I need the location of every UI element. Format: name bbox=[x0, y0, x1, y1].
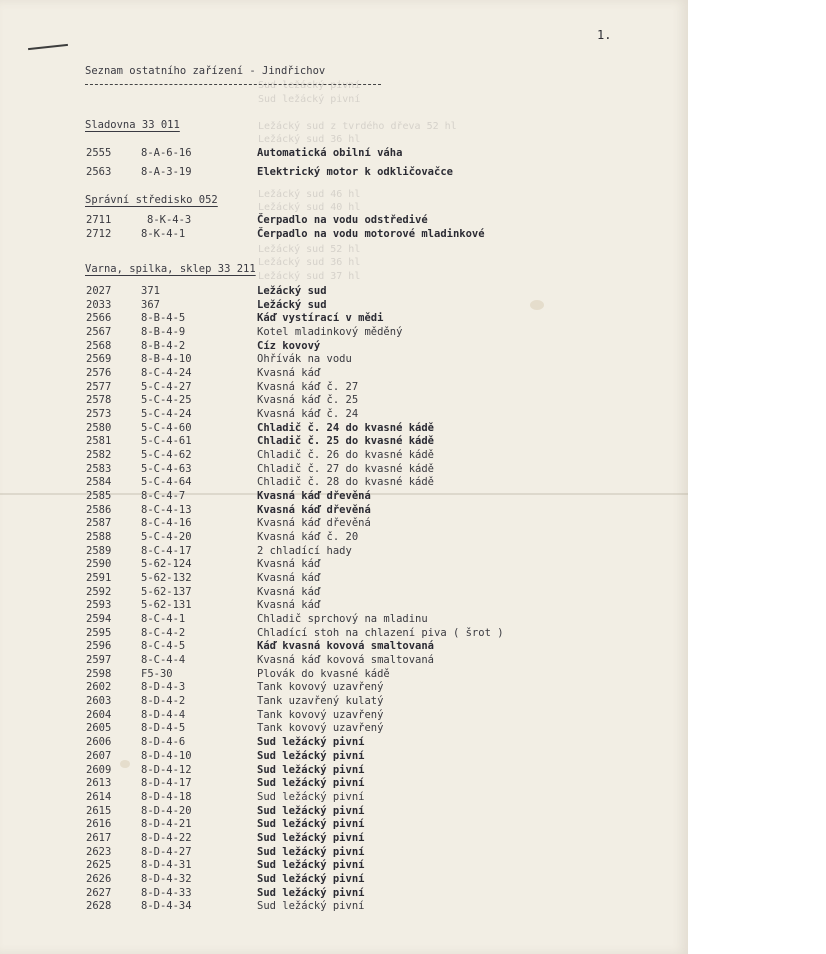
bleed-through-text: Ležácký sud 46 hl bbox=[258, 189, 361, 200]
inventory-number: 2027 bbox=[86, 285, 112, 297]
table-row bbox=[0, 681, 688, 694]
equipment-description: Kvasná káď dřevěná bbox=[257, 517, 371, 530]
equipment-description: Sud ležácký pivní bbox=[257, 831, 365, 844]
page-number: 1. bbox=[597, 28, 612, 42]
equipment-code: 8-D-4-17 bbox=[141, 777, 192, 790]
table-row bbox=[0, 545, 688, 558]
equipment-code: 8-C-4-17 bbox=[141, 544, 192, 557]
equipment-code: 5-C-4-27 bbox=[141, 380, 192, 393]
section-heading-spravni-stredisko: Správní středisko 052 bbox=[85, 194, 218, 206]
equipment-description: 2 chladící hady bbox=[257, 544, 352, 557]
table-row bbox=[0, 504, 688, 517]
equipment-code: 8-C-4-24 bbox=[141, 367, 192, 379]
inventory-number: 2628 bbox=[86, 900, 112, 913]
equipment-description: Cíz kovový bbox=[257, 339, 321, 352]
inventory-number: 2603 bbox=[86, 695, 112, 708]
equipment-description: Ležácký sud bbox=[257, 298, 327, 311]
equipment-code: 8-D-4-32 bbox=[141, 872, 192, 885]
equipment-code: 8-D-4-27 bbox=[141, 845, 192, 858]
table-row bbox=[0, 285, 688, 298]
inventory-number: 2625 bbox=[86, 859, 112, 872]
equipment-code: 8-D-4-20 bbox=[141, 804, 192, 817]
table-row bbox=[0, 476, 688, 489]
section-heading-sladovna: Sladovna 33 011 bbox=[85, 119, 180, 131]
inventory-number: 2604 bbox=[86, 708, 112, 721]
table-row bbox=[0, 846, 688, 859]
table-row bbox=[0, 422, 688, 435]
equipment-description: Ležácký sud bbox=[257, 285, 327, 297]
equipment-description: Sud ležácký pivní bbox=[257, 804, 365, 817]
table-row bbox=[0, 435, 688, 448]
equipment-code: 8-C-4-4 bbox=[141, 654, 186, 667]
equipment-code: 8-C-4-13 bbox=[141, 503, 192, 516]
inventory-number: 2602 bbox=[86, 681, 112, 694]
inventory-number: 2033 bbox=[86, 298, 112, 311]
equipment-description: Kvasná káď bbox=[257, 599, 321, 612]
inventory-number: 2595 bbox=[86, 626, 112, 639]
document-title: Seznam ostatního zařízení - Jindřichov bbox=[85, 65, 326, 77]
inventory-number: 2587 bbox=[86, 517, 112, 530]
equipment-code: 5-C-4-25 bbox=[141, 394, 192, 407]
equipment-code: 5-C-4-63 bbox=[141, 462, 192, 475]
equipment-code: 8-B-4-2 bbox=[141, 339, 186, 352]
table-row bbox=[0, 818, 688, 831]
table-row bbox=[0, 764, 688, 777]
equipment-code: 8-D-4-2 bbox=[141, 695, 186, 708]
equipment-description: Sud ležácký pivní bbox=[257, 886, 365, 899]
inventory-number: 2596 bbox=[86, 640, 112, 653]
equipment-code: 8-C-4-5 bbox=[141, 640, 186, 653]
inventory-number: 2606 bbox=[86, 736, 112, 749]
table-row bbox=[0, 722, 688, 735]
table-row bbox=[0, 166, 688, 179]
inventory-number: 2609 bbox=[86, 763, 112, 776]
equipment-code: 5-62-132 bbox=[141, 572, 192, 585]
equipment-code: 8-D-4-22 bbox=[141, 831, 192, 844]
table-row bbox=[0, 326, 688, 339]
table-row bbox=[0, 449, 688, 462]
equipment-description: Sud ležácký pivní bbox=[257, 872, 365, 885]
equipment-description: Kotel mladinkový měděný bbox=[257, 326, 403, 338]
equipment-code: 5-62-124 bbox=[141, 558, 192, 571]
equipment-description: Plovák do kvasné kádě bbox=[257, 667, 390, 680]
inventory-number: 2569 bbox=[86, 353, 112, 366]
equipment-description: Chladič sprchový na mladinu bbox=[257, 613, 428, 626]
inventory-number: 2555 bbox=[86, 147, 112, 159]
equipment-description: Tank kovový uzavřený bbox=[257, 708, 384, 721]
table-row bbox=[0, 463, 688, 476]
equipment-description: Elektrický motor k odkličovačce bbox=[257, 166, 453, 178]
table-row bbox=[0, 572, 688, 585]
equipment-code: 8-D-4-18 bbox=[141, 790, 192, 803]
equipment-description: Sud ležácký pivní bbox=[257, 736, 365, 749]
inventory-number: 2627 bbox=[86, 886, 112, 899]
equipment-description: Kvasná káď č. 24 bbox=[257, 408, 359, 420]
table-row bbox=[0, 531, 688, 544]
equipment-description: Sud ležácký pivní bbox=[257, 900, 365, 913]
table-row bbox=[0, 367, 688, 380]
inventory-number: 2626 bbox=[86, 872, 112, 885]
section-heading-varna-spilka-sklep: Varna, spilka, sklep 33 211 bbox=[85, 263, 256, 275]
equipment-description: Káď kvasná kovová smaltovaná bbox=[257, 640, 435, 653]
table-row bbox=[0, 299, 688, 312]
inventory-number: 2597 bbox=[86, 654, 112, 667]
inventory-number: 2573 bbox=[86, 408, 112, 420]
table-row bbox=[0, 859, 688, 872]
table-row bbox=[0, 490, 688, 503]
table-row bbox=[0, 558, 688, 571]
inventory-number: 2614 bbox=[86, 790, 112, 803]
table-row bbox=[0, 873, 688, 886]
bleed-through-text: Ležácký sud 36 hl bbox=[258, 134, 361, 145]
equipment-description: Automatická obilní váha bbox=[257, 147, 403, 159]
table-row bbox=[0, 228, 688, 241]
equipment-code: 5-C-4-20 bbox=[141, 531, 192, 544]
equipment-description: Tank uzavřený kulatý bbox=[257, 695, 384, 708]
equipment-description: Kvasná káď č. 25 bbox=[257, 394, 359, 407]
inventory-number: 2568 bbox=[86, 339, 112, 352]
inventory-number: 2617 bbox=[86, 831, 112, 844]
table-row bbox=[0, 147, 688, 160]
bleed-through-text: Ležácký sud z tvrdého dřeva 52 hl bbox=[258, 121, 457, 132]
equipment-description: Tank kovový uzavřený bbox=[257, 681, 384, 694]
equipment-code: 8-D-4-34 bbox=[141, 900, 192, 913]
equipment-code: 5-C-4-60 bbox=[141, 421, 192, 434]
equipment-description: Chladič č. 24 do kvasné kádě bbox=[257, 421, 435, 434]
equipment-code: 8-D-4-21 bbox=[141, 818, 192, 831]
inventory-number: 2623 bbox=[86, 845, 112, 858]
table-row bbox=[0, 887, 688, 900]
equipment-description: Chladící stoh na chlazení piva ( šrot ) bbox=[257, 626, 504, 639]
equipment-code: 8-K-4-1 bbox=[141, 228, 186, 240]
equipment-code: 8-K-4-3 bbox=[147, 214, 192, 226]
table-row bbox=[0, 613, 688, 626]
inventory-number: 2598 bbox=[86, 667, 112, 680]
equipment-description: Kvasná káď bbox=[257, 367, 321, 379]
inventory-number: 2567 bbox=[86, 326, 112, 338]
equipment-description: Chladič č. 27 do kvasné kádě bbox=[257, 462, 435, 475]
equipment-code: 8-C-4-2 bbox=[141, 626, 186, 639]
equipment-code: 8-D-4-31 bbox=[141, 859, 192, 872]
table-row bbox=[0, 805, 688, 818]
table-row bbox=[0, 586, 688, 599]
table-row bbox=[0, 654, 688, 667]
inventory-number: 2591 bbox=[86, 572, 112, 585]
equipment-code: 8-B-4-9 bbox=[141, 326, 186, 338]
equipment-code: 5-62-131 bbox=[141, 599, 192, 612]
inventory-number: 2593 bbox=[86, 599, 112, 612]
equipment-description: Kvasná káď bbox=[257, 558, 321, 571]
inventory-number: 2590 bbox=[86, 558, 112, 571]
inventory-number: 2563 bbox=[86, 166, 112, 178]
table-row bbox=[0, 599, 688, 612]
table-row bbox=[0, 312, 688, 325]
equipment-description: Kvasná káď kovová smaltovaná bbox=[257, 654, 435, 667]
inventory-number: 2613 bbox=[86, 777, 112, 790]
pen-dash-mark bbox=[28, 44, 68, 50]
inventory-number: 2582 bbox=[86, 449, 112, 461]
equipment-code: 8-D-4-5 bbox=[141, 722, 186, 735]
equipment-code: 8-D-4-4 bbox=[141, 708, 186, 721]
table-row bbox=[0, 353, 688, 366]
inventory-number: 2605 bbox=[86, 722, 112, 735]
table-row bbox=[0, 408, 688, 421]
inventory-number: 2712 bbox=[86, 228, 112, 240]
bleed-through-text: Sud ležácký pivní bbox=[258, 80, 361, 91]
bleed-through-text: Ležácký sud 52 hl bbox=[258, 244, 361, 255]
table-row bbox=[0, 695, 688, 708]
equipment-description: Chladič č. 28 do kvasné kádě bbox=[257, 476, 435, 489]
inventory-number: 2615 bbox=[86, 804, 112, 817]
table-row bbox=[0, 640, 688, 653]
equipment-description: Káď vystírací v mědi bbox=[257, 312, 384, 325]
equipment-code: 8-B-4-5 bbox=[141, 312, 186, 325]
equipment-description: Chladič č. 26 do kvasné kádě bbox=[257, 449, 435, 461]
inventory-number: 2577 bbox=[86, 380, 112, 393]
equipment-code: 371 bbox=[141, 285, 160, 297]
inventory-number: 2616 bbox=[86, 818, 112, 831]
inventory-number: 2583 bbox=[86, 462, 112, 475]
inventory-number: 2576 bbox=[86, 367, 112, 379]
equipment-code: 8-A-3-19 bbox=[141, 166, 192, 178]
inventory-number: 2585 bbox=[86, 490, 112, 503]
equipment-code: 8-C-4-1 bbox=[141, 613, 186, 626]
equipment-description: Chladič č. 25 do kvasné kádě bbox=[257, 435, 435, 448]
table-row bbox=[0, 750, 688, 763]
inventory-number: 2589 bbox=[86, 544, 112, 557]
equipment-description: Čerpadlo na vodu motorové mladinkové bbox=[257, 228, 485, 240]
equipment-code: 8-D-4-12 bbox=[141, 763, 192, 776]
table-row bbox=[0, 214, 688, 227]
table-row bbox=[0, 381, 688, 394]
inventory-number: 2594 bbox=[86, 613, 112, 626]
inventory-number: 2588 bbox=[86, 531, 112, 544]
inventory-number: 2580 bbox=[86, 421, 112, 434]
equipment-description: Sud ležácký pivní bbox=[257, 859, 365, 872]
bleed-through-text: Ležácký sud 36 hl bbox=[258, 257, 361, 268]
equipment-code: F5-30 bbox=[141, 667, 173, 680]
bleed-through-text: Ležácký sud 37 hl bbox=[258, 271, 361, 282]
equipment-description: Ohřívák na vodu bbox=[257, 353, 352, 366]
equipment-code: 5-62-137 bbox=[141, 585, 192, 598]
inventory-number: 2566 bbox=[86, 312, 112, 325]
equipment-code: 8-D-4-3 bbox=[141, 681, 186, 694]
table-row bbox=[0, 900, 688, 913]
equipment-code: 8-C-4-16 bbox=[141, 517, 192, 530]
equipment-code: 5-C-4-61 bbox=[141, 435, 192, 448]
equipment-code: 8-A-6-16 bbox=[141, 147, 192, 159]
equipment-description: Sud ležácký pivní bbox=[257, 763, 365, 776]
inventory-number: 2586 bbox=[86, 503, 112, 516]
equipment-description: Sud ležácký pivní bbox=[257, 777, 365, 790]
equipment-code: 5-C-4-64 bbox=[141, 476, 192, 489]
equipment-description: Kvasná káď č. 27 bbox=[257, 380, 359, 393]
bleed-through-text: Sud ležácký pivní bbox=[258, 94, 361, 105]
equipment-code: 367 bbox=[141, 298, 160, 311]
equipment-description: Sud ležácký pivní bbox=[257, 790, 365, 803]
equipment-description: Kvasná káď č. 20 bbox=[257, 531, 359, 544]
bleed-through-text: Ležácký sud 40 hl bbox=[258, 202, 361, 213]
inventory-number: 2592 bbox=[86, 585, 112, 598]
table-row bbox=[0, 668, 688, 681]
table-row bbox=[0, 340, 688, 353]
table-row bbox=[0, 791, 688, 804]
table-row bbox=[0, 394, 688, 407]
equipment-description: Kvasná káď dřevěná bbox=[257, 503, 371, 516]
table-row bbox=[0, 777, 688, 790]
equipment-description: Sud ležácký pivní bbox=[257, 818, 365, 831]
equipment-description: Čerpadlo na vodu odstředivé bbox=[257, 214, 428, 226]
inventory-number: 2711 bbox=[86, 214, 112, 226]
table-row bbox=[0, 627, 688, 640]
table-row bbox=[0, 517, 688, 530]
table-row bbox=[0, 736, 688, 749]
equipment-description: Tank kovový uzavřený bbox=[257, 722, 384, 735]
equipment-code: 8-C-4-7 bbox=[141, 490, 186, 503]
equipment-description: Kvasná káď dřevěná bbox=[257, 490, 371, 503]
equipment-code: 8-D-4-10 bbox=[141, 749, 192, 762]
equipment-description: Kvasná káď bbox=[257, 572, 321, 585]
inventory-number: 2607 bbox=[86, 749, 112, 762]
inventory-number: 2584 bbox=[86, 476, 112, 489]
equipment-description: Kvasná káď bbox=[257, 585, 321, 598]
equipment-code: 8-B-4-10 bbox=[141, 353, 192, 366]
equipment-description: Sud ležácký pivní bbox=[257, 845, 365, 858]
equipment-code: 5-C-4-62 bbox=[141, 449, 192, 461]
table-row bbox=[0, 832, 688, 845]
table-row bbox=[0, 709, 688, 722]
equipment-code: 8-D-4-33 bbox=[141, 886, 192, 899]
equipment-code: 8-D-4-6 bbox=[141, 736, 186, 749]
inventory-number: 2581 bbox=[86, 435, 112, 448]
equipment-code: 5-C-4-24 bbox=[141, 408, 192, 420]
equipment-description: Sud ležácký pivní bbox=[257, 749, 365, 762]
inventory-number: 2578 bbox=[86, 394, 112, 407]
